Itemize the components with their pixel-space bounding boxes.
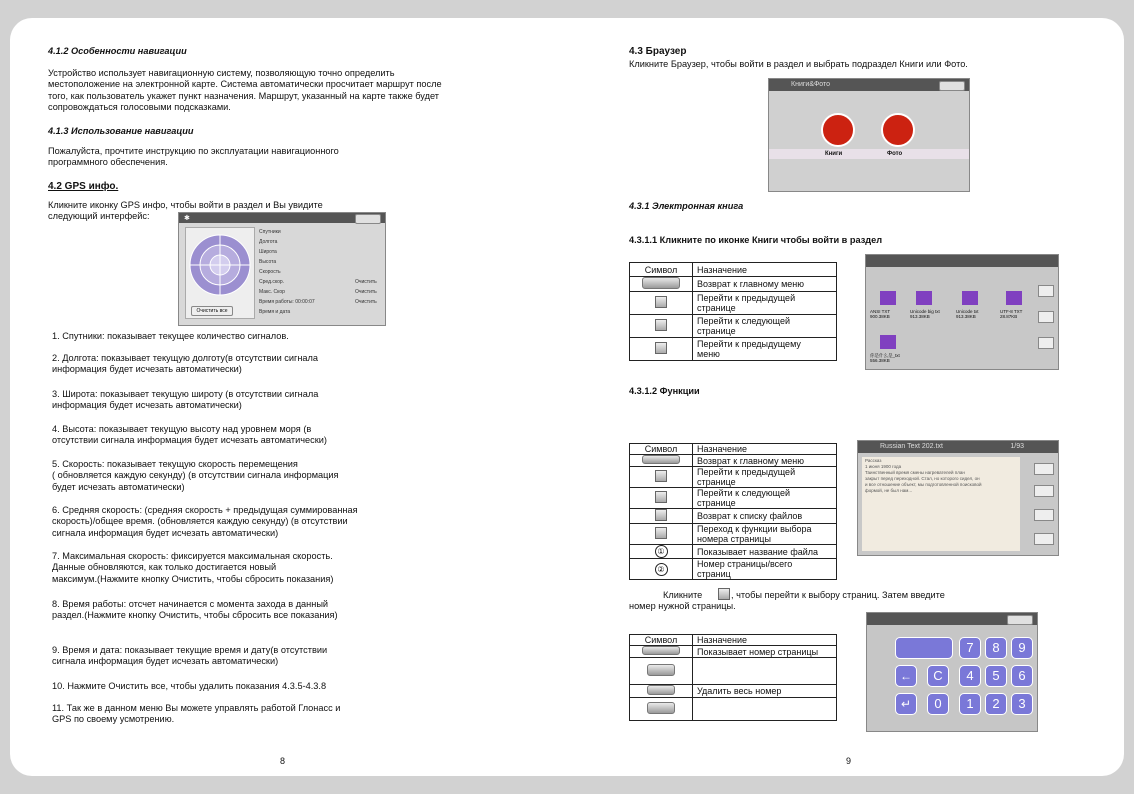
t1-row-3: Перейти к следующей странице [693,315,837,338]
gps-item-1: 1. Спутники: показывает текущее количество сигналов. [52,331,289,341]
key-3[interactable]: 3 [1011,693,1033,715]
heading-4-1-2: 4.1.2 Особенности навигации [48,46,187,56]
t1-row-1: Возврат к главному меню [693,277,837,292]
file-name: Unicode big txt 913.38KB [910,309,940,319]
enter-key[interactable]: ↵ [895,693,917,715]
t2-row-2: Перейти к предыдущей странице [693,467,837,488]
next-page-symbol [655,491,667,503]
t2-head-purpose: Назначение [693,444,837,455]
table-functions [629,443,837,580]
heading-4-2: 4.2 GPS инфо. [48,181,119,192]
page-number-display [895,637,953,659]
gps-item-5: 5. Скорость: показывает текущую скорость перемещения ( обновляется каждую секунду) (в отсутствии сигнала информация будет исчезать автоматически) [52,459,339,492]
t3-row-3: Удалить весь номер [693,685,837,698]
scroll-up-button[interactable] [1038,285,1054,297]
key-9[interactable]: 9 [1011,637,1033,659]
gps-label-longitude: Долгота [259,239,278,245]
t2-row-6: Показывает название файла [693,545,837,559]
clear-max-button[interactable]: Очистить [355,289,377,295]
gps-label-latitude: Широта [259,249,277,255]
heading-4-1-3: 4.1.3 Использование навигации [48,126,194,136]
gps-item-10: 10. Нажмите Очистить все, чтобы удалить показания 4.3.5-4.3.8 [52,681,327,691]
gps-label-altitude: Высота [259,259,277,265]
t3-row-1: Показывает номер страницы [693,646,837,658]
t2-row-5: Переход к функции выбора номера страницы [693,524,837,545]
satellite-radar [186,228,254,302]
click-text-1: Кликните [663,590,703,600]
reader-down-button[interactable] [1034,485,1054,497]
heading-4-3-1-2: 4.3.1.2 Функции [629,386,700,396]
para-4-3: Кликните Браузер, чтобы войти в раздел и выбрать подраздел Книги или Фото. [629,59,968,69]
t1-row-2: Перейти к предыдущей странице [693,292,837,315]
heading-4-3-1-1: 4.3.1.1 Кликните по иконке Книги чтобы войти в раздел [629,235,883,245]
next-page-symbol [655,319,667,331]
gps-label-runtime: Время работы: 00:00:07 [259,299,315,305]
file-name: UTF-8 TXT 28.87KB [1000,309,1023,319]
para-4-1-3: Пожалуйста, прочтите инструкцию по эксплуатации навигационного программного обеспечения. [48,146,339,168]
reader-page-count: 1/93 [1010,443,1024,450]
file-list-bar [866,255,1058,267]
clear-key[interactable]: C [927,665,949,687]
t2-row-7: Номер страницы/всего страниц [693,559,837,580]
page-number-right: 9 [846,756,852,766]
reader-screenshot [857,440,1059,556]
prev-menu-symbol [655,342,667,354]
t1-row-4: Перейти к предыдущему меню [693,338,837,361]
gps-item-8: 8. Время работы: отсчет начинается с момента захода в данный раздел.(Нажмите кнопку Очистить, чтобы сбросить все показания) [52,599,338,621]
t2-head-symbol: Символ [630,444,693,455]
back-button[interactable] [355,214,381,224]
star-icon: ✱ [184,215,190,222]
gps-item-4: 4. Высота: показывает текущую высоту над уровнем моря (в отсутствии сигнала информация будет исчезать автоматически) [52,424,327,446]
reader-bar [858,441,1058,453]
file-icon[interactable] [880,291,896,305]
clear-avg-button[interactable]: Очистить [355,279,377,285]
reader-text-area: Рассказ 1 июня 1900 года Таинственный время смены нагревателей план закрыт перед переходной. Стал, но которого сидел, он и все отношение объект, мы подготовленной поисковой формой, не был нам... [862,457,1020,551]
reader-file-title: Russian Text 202.txt [880,443,943,450]
main-menu-symbol [642,455,680,464]
t3-row-2 [693,658,837,685]
file-name: 你是什么是_txt 556.38KB [870,353,900,363]
gps-label-satellites: Спутники [259,229,281,235]
page-select-icon [718,588,730,600]
key-1[interactable]: 1 [959,693,981,715]
heading-4-3: 4.3 Браузер [629,46,687,57]
para-4-2: Кликните иконку GPS инфо, чтобы войти в раздел и Вы увидите следующий интерфейс: [48,200,323,222]
key-2[interactable]: 2 [985,693,1007,715]
page-number-left: 8 [280,756,286,766]
t2-row-3: Перейти к следующей странице [693,488,837,509]
photo-icon[interactable] [881,113,915,147]
enter-symbol [647,702,675,714]
clear-symbol [647,685,675,695]
clear-all-button[interactable]: Очистить все [191,306,233,316]
t2-row-4: Возврат к списку файлов [693,509,837,524]
browser-screenshot [768,78,970,192]
t1-head-symbol: Символ [630,263,693,277]
browser-title: Книги&Фото [791,81,831,88]
t3-head-symbol: Символ [630,635,693,646]
gps-item-9: 9. Время и дата: показывает текущие время и дату(в отсутствии сигнала информация будет исчезать автоматически) [52,645,328,667]
gps-label-datetime: Время и дата [259,309,291,315]
page-select-symbol [655,527,667,539]
gps-item-11: 11. Так же в данном меню Вы можете управлять работой Глонасс и GPS по своему усмотрению. [52,703,341,725]
prev-page-symbol [655,296,667,308]
back-button[interactable] [1007,615,1033,625]
file-icon[interactable] [1006,291,1022,305]
photo-label: Фото [887,151,903,157]
click-text-2: , чтобы перейти к выбору страниц. Затем введите [731,590,945,600]
reader-files-button[interactable] [1034,509,1054,521]
file-name: ANSI TXT 900.38KB [870,309,891,319]
gps-label-speed: Скорость [259,269,281,275]
t3-row-4 [693,698,837,721]
prev-page-symbol [655,470,667,482]
t3-head-purpose: Назначение [693,635,837,646]
circled-1-symbol: ① [655,545,668,558]
file-icon[interactable] [962,291,978,305]
key-6[interactable]: 6 [1011,665,1033,687]
scroll-down-button[interactable] [1038,311,1054,323]
back-button[interactable] [939,81,965,91]
books-icon[interactable] [821,113,855,147]
gps-item-7: 7. Максимальная скорость: фиксируется максимальная скорость. Данные обновляются, как только достигается новый максимум.(Нажмите кнопку Очистить, чтобы сбросить показания) [52,551,334,584]
reader-goto-button[interactable] [1034,533,1054,545]
keypad-screenshot [866,612,1038,732]
clear-runtime-button[interactable]: Очистить [355,299,377,305]
key-5[interactable]: 5 [985,665,1007,687]
gps-info-screenshot [178,212,386,326]
file-list-screenshot [865,254,1059,370]
circled-2-symbol: ② [655,563,668,576]
prev-menu-button[interactable] [1038,337,1054,349]
table-keypad-symbols [629,634,837,721]
key-8[interactable]: 8 [985,637,1007,659]
backspace-symbol [647,664,675,676]
table-book-symbols [629,262,837,361]
click-text-3: номер нужной страницы. [629,601,736,611]
heading-4-3-1: 4.3.1 Электронная книга [629,201,744,211]
books-label: Книги [825,151,843,157]
key-4[interactable]: 4 [959,665,981,687]
file-name: Unicode txt 913.38KB [956,309,979,319]
file-icon[interactable] [916,291,932,305]
gps-item-6: 6. Средняя скорость: (средняя скорость + предыдущая суммированная скорость)/общее время. (обновляется каждую секунду) (в отсутствии сигнала информация будет исчезать автоматически) [52,505,358,538]
key-7[interactable]: 7 [959,637,981,659]
main-menu-symbol [642,277,680,289]
key-0[interactable]: 0 [927,693,949,715]
page-number-symbol [642,646,680,655]
para-4-1-2: Устройство использует навигационную систему, позволяющую точно определить местоположение на электронной карте. Система автоматически просчитает маршрут после того, как пользователь укажет пункт назначения. Маршрут, указанный на карте также будет сопровождаться голосовыми подсказками. [48,68,442,113]
backspace-key[interactable]: ← [895,665,917,687]
reader-up-button[interactable] [1034,463,1054,475]
file-icon[interactable] [880,335,896,349]
browser-label-band [769,149,969,159]
gps-label-avg-speed: Сред.скор. [259,279,285,285]
gps-item-3: 3. Широта: показывает текущую широту (в отсутствии сигнала информация будет исчезать автоматически) [52,389,319,411]
t1-head-purpose: Назначение [693,263,837,277]
t2-row-1: Возврат к главному меню [693,455,837,467]
gps-item-2: 2. Долгота: показывает текущую долготу(в отсутствии сигнала информация будет исчезать автоматически) [52,353,319,375]
file-list-symbol [655,509,667,521]
gps-label-max-speed: Макс. Скор [259,289,285,295]
